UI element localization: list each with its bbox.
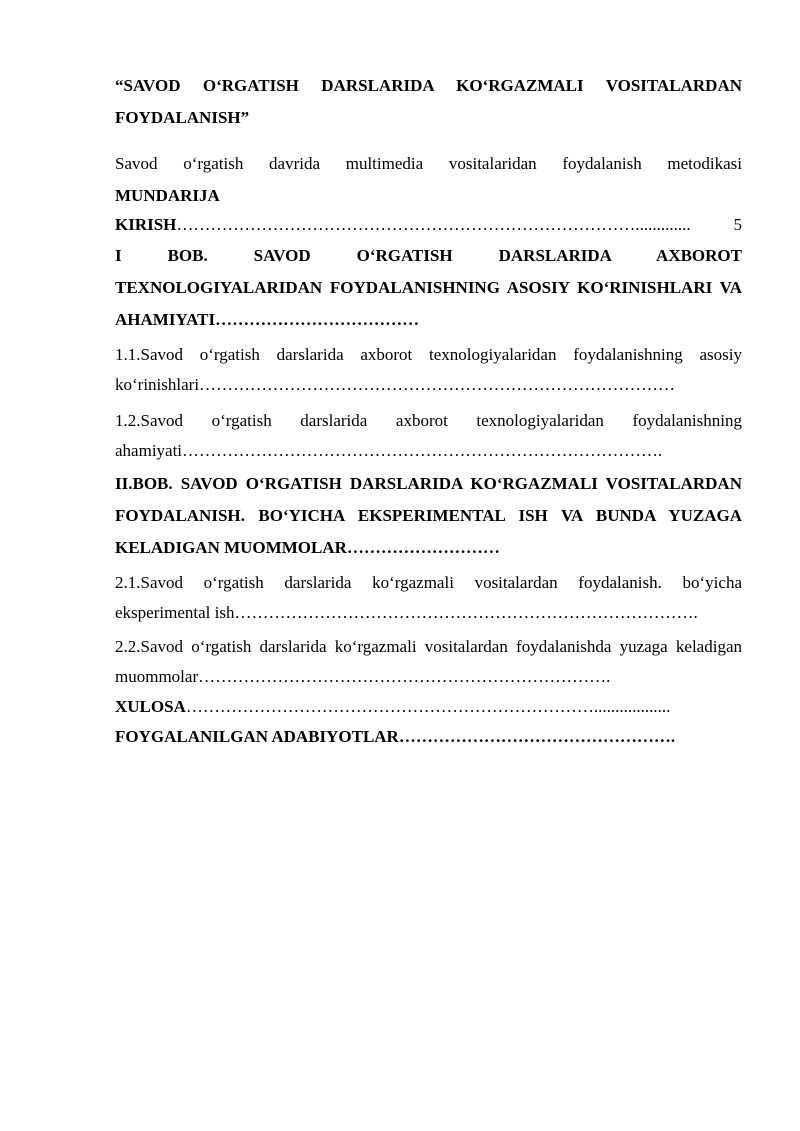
toc-label: XULOSA bbox=[115, 697, 186, 716]
toc-entry-conclusion[interactable] bbox=[115, 692, 742, 722]
toc-entry-bibliography[interactable] bbox=[115, 722, 742, 752]
toc-label: 1.1.Savod o‘rgatish darslarida axborot texnologiyalaridan foydalanishning asosiy ko‘rinishlari bbox=[115, 345, 742, 394]
toc-leader-dots: ………………………………………………………………. bbox=[198, 667, 611, 686]
toc-leader-dots: …………………………………………………………………………. bbox=[182, 441, 663, 460]
toc-label: 1.2.Savod o‘rgatish darslarida axborot texnologiyalaridan foydalanishning ahamiyati bbox=[115, 411, 742, 460]
toc-leader-dots: ……………………… bbox=[346, 538, 500, 557]
toc-label: II.BOB. SAVOD O‘RGATISH DARSLARIDA KO‘RGAZMALI VOSITALARDAN FOYDALANISH. BO‘YICHA EKSPERIMENTAL ISH VA BUNDA YUZAGA KELADIGAN MUOMMOLAR bbox=[115, 474, 742, 557]
toc-entry-section-2-2[interactable] bbox=[115, 632, 742, 692]
contents-heading: MUNDARIJA bbox=[115, 186, 220, 205]
toc-entry-chapter-2[interactable] bbox=[115, 468, 742, 564]
toc-entry-intro[interactable] bbox=[115, 212, 742, 238]
toc-label: FOYGALANILGAN ADABIYOTLAR bbox=[115, 727, 399, 746]
toc-leader-dots: ………………………………………………………………………… bbox=[199, 375, 676, 394]
toc-label: 2.1.Savod o‘rgatish darslarida ko‘rgazmali vositalardan foydalanish. bo‘yicha eksperimental ish bbox=[115, 573, 742, 622]
document-subtitle: Savod o‘rgatish davrida multimedia vositalaridan foydalanish metodikasi bbox=[115, 154, 742, 173]
toc-label: I BOB. SAVOD O‘RGATISH DARSLARIDA AXBOROT TEXNOLOGIYALARIDAN FOYDALANISHNING ASOSIY KO‘RINISHLARI VA AHAMIYATI bbox=[115, 246, 742, 329]
toc-entry-section-2-1[interactable] bbox=[115, 568, 742, 628]
toc-leader-dots: ………………………………………………………………………............. bbox=[176, 215, 691, 234]
toc-entry-section-1-2[interactable] bbox=[115, 406, 742, 466]
toc-label: KIRISH bbox=[115, 215, 177, 234]
toc-leader-dots: ………………………………………………………………………. bbox=[234, 603, 698, 622]
toc-page-number: 5 bbox=[733, 215, 742, 234]
toc-leader-dots: ……………………………………………………………….................. bbox=[185, 697, 671, 716]
toc-leader-dots: ……………………………… bbox=[215, 310, 420, 329]
toc-leader-dots: …………………………………………. bbox=[398, 727, 676, 746]
document-title: “SAVOD O‘RGATISH DARSLARIDA KO‘RGAZMALI VOSITALARDAN FOYDALANISH” bbox=[115, 76, 742, 127]
toc-entry-section-1-1[interactable] bbox=[115, 340, 742, 400]
toc-label: 2.2.Savod o‘rgatish darslarida ko‘rgazmali vositalardan foydalanishda yuzaga keladigan muommolar bbox=[115, 637, 742, 686]
toc-entry-chapter-1[interactable] bbox=[115, 240, 742, 336]
document-page bbox=[115, 70, 742, 752]
